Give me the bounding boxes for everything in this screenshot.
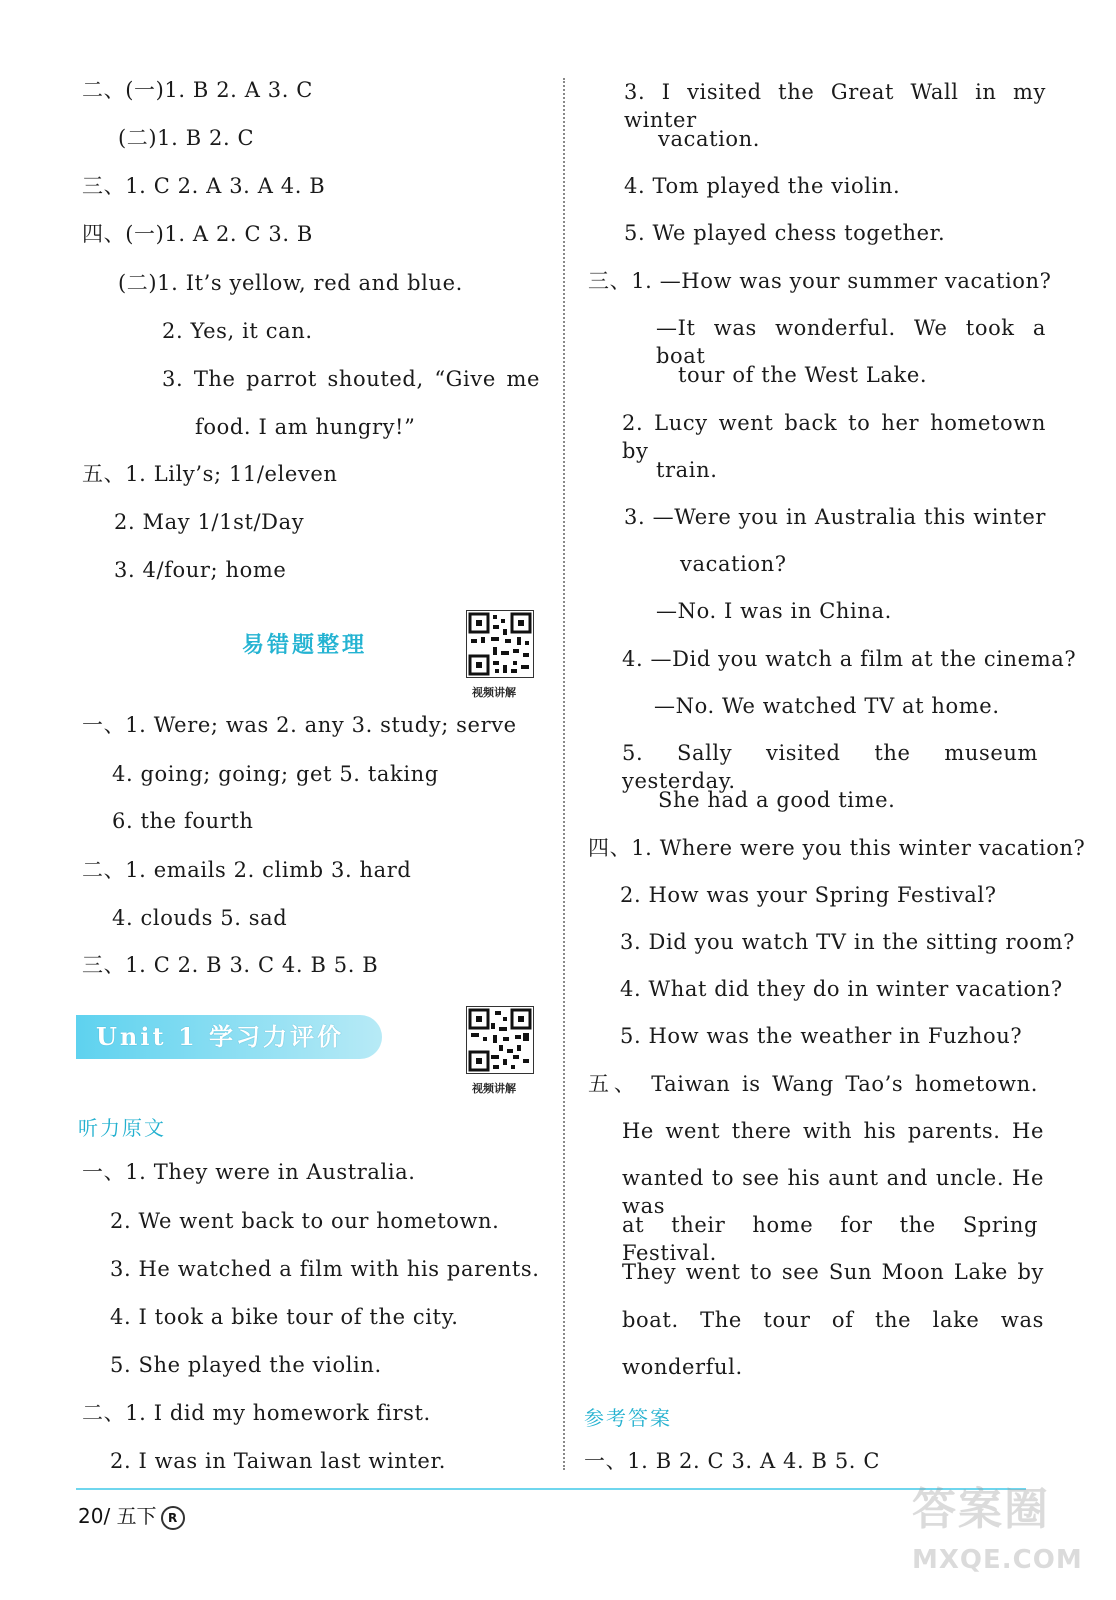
answer-line: They went to see Sun Moon Lake by	[622, 1260, 1044, 1284]
column-divider	[563, 78, 565, 1470]
answer-line: 三、1. C 2. A 3. A 4. B	[82, 174, 326, 198]
answer-line: He went there with his parents. He	[622, 1119, 1044, 1143]
answer-line: 2. How was your Spring Festival?	[620, 883, 997, 907]
watermark-url: MXQE.COM	[912, 1545, 1083, 1575]
answer-line: 3. He watched a film with his parents.	[110, 1257, 540, 1281]
answer-line: 2. Yes, it can.	[162, 319, 313, 343]
answer-line: 5. We played chess together.	[624, 221, 946, 245]
watermark-logo: 答案圈	[912, 1484, 1050, 1535]
answer-line: 三、1. —How was your summer vacation?	[588, 269, 1052, 293]
answer-line: vacation.	[658, 127, 761, 151]
answer-line: (二)1. B 2. C	[118, 126, 255, 150]
page-footer: 20/ 五下 R	[78, 1500, 185, 1530]
answer-line: 2. Lucy went back to her hometown by	[622, 411, 1046, 463]
answer-line: 4. Tom played the violin.	[624, 174, 901, 198]
answer-line: 二、1. emails 2. climb 3. hard	[82, 858, 412, 882]
answer-line: 三、1. C 2. B 3. C 4. B 5. B	[82, 953, 379, 977]
answer-line: 3. Did you watch TV in the sitting room?	[620, 930, 1076, 954]
answer-line: boat. The tour of the lake was	[622, 1308, 1044, 1332]
grade-label: 五下	[116, 1504, 157, 1528]
unit-banner: Unit 1 学习力评价	[76, 1015, 382, 1059]
answer-line: 3. The parrot shouted, “Give me	[162, 367, 540, 391]
qr-code-1[interactable]	[466, 610, 534, 678]
answer-line: —No. I was in China.	[656, 599, 892, 623]
answer-line: —No. We watched TV at home.	[654, 694, 1000, 718]
answer-key-heading: 参考答案	[584, 1406, 672, 1430]
answer-line: tour of the West Lake.	[678, 363, 928, 387]
qr-caption: 视频讲解	[472, 686, 516, 699]
answer-line: 3. I visited the Great Wall in my winter	[624, 80, 1046, 132]
answer-line: 4. going; going; get 5. taking	[112, 762, 439, 786]
answer-line: 2. We went back to our hometown.	[110, 1209, 500, 1233]
answer-line: 6. the fourth	[112, 809, 254, 833]
answer-line: 一、1. Were; was 2. any 3. study; serve	[82, 713, 517, 737]
answer-line: 2. I was in Taiwan last winter.	[110, 1449, 447, 1473]
answer-line: 二、(一)1. B 2. A 3. C	[82, 78, 313, 102]
answer-line: 3. 4/four; home	[114, 558, 287, 582]
answer-line: 4. —Did you watch a film at the cinema?	[622, 647, 1077, 671]
answer-line: 二、1. I did my homework first.	[82, 1401, 431, 1425]
answer-line: 一、1. B 2. C 3. A 4. B 5. C	[584, 1449, 881, 1473]
answer-line: vacation?	[680, 552, 787, 576]
answer-line: 四、1. Where were you this winter vacation?	[588, 836, 1086, 860]
answer-line: 五、 Taiwan is Wang Tao’s hometown.	[588, 1072, 1038, 1096]
answer-line: She had a good time.	[658, 788, 896, 812]
answer-line: food. I am hungry!”	[195, 415, 416, 439]
edition-badge-icon: R	[161, 1506, 185, 1530]
watermark	[912, 1480, 1102, 1595]
answer-line: 4. I took a bike tour of the city.	[110, 1305, 459, 1329]
qr-caption: 视频讲解	[472, 1082, 516, 1095]
answer-line: 4. clouds 5. sad	[112, 906, 288, 930]
answer-line: 4. What did they do in winter vacation?	[620, 977, 1063, 1001]
answer-line: 四、(一)1. A 2. C 3. B	[82, 222, 313, 246]
answer-line: train.	[656, 458, 718, 482]
qr-pattern-icon	[467, 611, 533, 677]
qr-pattern-icon	[467, 1007, 533, 1073]
section-title-error-review: 易错题整理	[242, 633, 368, 658]
answer-line: wanted to see his aunt and uncle. He was	[622, 1166, 1044, 1218]
answer-line: (二)1. It’s yellow, red and blue.	[118, 271, 463, 295]
qr-code-2[interactable]	[466, 1006, 534, 1074]
footer-rule	[76, 1488, 1026, 1490]
page-number: 20	[78, 1504, 104, 1528]
answer-line: 2. May 1/1st/Day	[114, 510, 305, 534]
answer-line: 3. —Were you in Australia this winter	[624, 505, 1046, 529]
answer-line: 一、1. They were in Australia.	[82, 1160, 416, 1184]
answer-line: 5. Sally visited the museum yesterday.	[622, 741, 1038, 793]
answer-line: 五、1. Lily’s; 11/eleven	[82, 462, 338, 486]
answer-line: wonderful.	[622, 1355, 743, 1379]
answer-line: 5. She played the violin.	[110, 1353, 382, 1377]
answer-line: 5. How was the weather in Fuzhou?	[620, 1024, 1023, 1048]
answer-line: —It was wonderful. We took a boat	[656, 316, 1046, 368]
answer-line: at their home for the Spring Festival.	[622, 1213, 1038, 1265]
listening-script-heading: 听力原文	[78, 1116, 166, 1140]
